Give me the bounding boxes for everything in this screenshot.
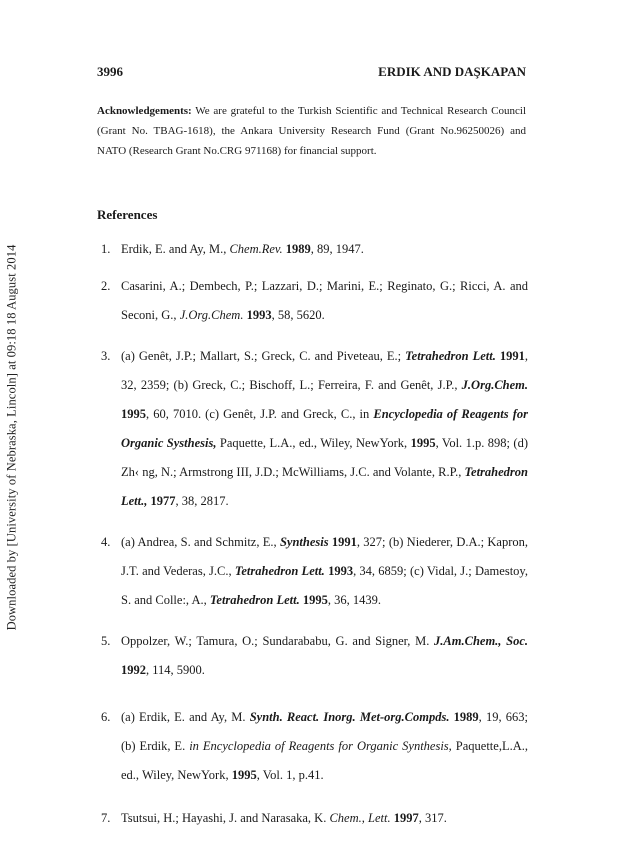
reference-segment: , 32, 2359; (b) Greck, C.; Bischoff, L.; Ferreira, F. and Genêt, J.P., [121,349,529,392]
reference-number: 2. [101,279,111,293]
reference-item [97,804,528,833]
reference-item [97,703,528,790]
reference-segment: J.Org.Chem. [179,308,244,322]
reference-segment: Chem.Rev. [229,242,283,256]
reference-segment: 1995 [121,407,146,421]
page-number: 3996 [97,64,123,79]
reference-segment: 1991 [331,535,357,549]
references-heading: References [97,207,158,222]
running-authors: ERDIK AND DAŞKAPAN [378,64,526,79]
reference-segment: (a) Erdik, E. and Ay, M. [121,710,250,724]
reference-segment: Tetrahedron Lett. [209,593,300,607]
reference-item [97,235,528,264]
reference-segment: , 58, 5620. [271,308,325,322]
reference-segment: , 60, 7010. (c) Genêt, J.P. and Greck, C., in [146,407,374,421]
reference-segment: (a) Andrea, S. and Schmitz, E., [121,535,280,549]
reference-segment: , 36, 1439. [327,593,381,607]
reference-number: 6. [101,710,111,724]
reference-segment: 1995 [410,436,436,450]
reference-segment: , 317. [418,811,447,825]
reference-item [97,627,528,685]
reference-text [121,710,528,782]
reference-segment: (a) Genêt, J.P.; Mallart, S.; Greck, C. and Piveteau, E.; [121,349,406,363]
reference-number: 7. [101,811,111,825]
reference-segment: J.Am.Chem., Soc. [434,634,528,648]
reference-segment: Casarini, A.; Dembech, P.; Lazzari, D.; Marini, E.; Reginato, G.; Ricci, A. and Seconi, G., [121,279,528,322]
reference-segment: Erdik, E. and Ay, M., [121,242,230,256]
reference-segment: Paquette, L.A., ed., Wiley, NewYork, [216,436,411,450]
reference-number: 5. [101,634,111,648]
reference-segment: Tetrahedron Lett. [405,349,496,363]
acknowledgements-text: We are grateful to the Turkish Scientific and Technical Research Council (Grant No. TBAG-1618), the Ankara University Research Fund (Grant No.96250026) and NATO (Research Grant No.CRG 971168) for financial support. [97,105,526,157]
acknowledgements [97,101,526,161]
reference-segment: Paquette,L.A., ed., Wiley, NewYork, [121,739,528,782]
reference-segment: Oppolzer, W.; Tamura, O.; Sundarababu, G. and Signer, M. [121,634,435,648]
reference-segment: , Vol. 1, p.41. [256,768,324,782]
reference-segment: Synthesis [279,535,329,549]
reference-segment: , 34, 6859; (c) Vidal, J.; Damestoy, S. and Colle:, A., [121,564,528,607]
reference-text [121,811,447,825]
reference-number: 3. [101,349,111,363]
reference-segment: Synth. React. Inorg. Met-org.Compds. [249,710,450,724]
reference-segment: Tetrahedron Lett., [121,465,528,508]
reference-segment: 1991 [499,349,525,363]
reference-segment: 1995 [302,593,328,607]
reference-item [97,342,528,516]
reference-text [121,634,528,677]
reference-segment: 1997 [393,811,419,825]
reference-segment: , 89, 1947. [310,242,364,256]
reference-text [121,242,364,256]
reference-segment: Tsutsui, H.; Hayashi, J. and Narasaka, K. [121,811,330,825]
reference-segment: 1993 [328,564,354,578]
reference-text [121,279,528,322]
reference-segment: 1995 [231,768,257,782]
reference-segment: 1993 [246,308,272,322]
running-header [97,64,526,80]
acknowledgements-label: Acknowledgements: [97,105,192,117]
reference-number: 4. [101,535,111,549]
reference-segment: , Vol. 1.p. 898; (d) Zh‹ ng, N.; Armstrong III, J.D.; McWilliams, J.C. and Volante, R.P., [121,436,528,479]
download-watermark [2,232,22,642]
download-note-text: Downloaded by [University of Nebraska, Lincoln] at 09:18 18 August 2014 [4,244,19,630]
reference-segment: 1977 [150,494,176,508]
reference-text [121,349,528,508]
reference-segment: , 327; (b) Niederer, D.A.; Kapron, J.T. and Vederas, J.C., [121,535,528,578]
references-list [97,235,528,845]
reference-segment: in Encyclopedia of Reagents for Organic Synthesis, [189,739,452,753]
reference-item [97,528,528,615]
reference-segment: , 19, 663; (b) Erdik, E. [121,710,528,753]
reference-text [121,535,528,607]
reference-segment: 1992 [121,663,146,677]
reference-item [97,272,528,330]
reference-segment: J.Org.Chem. [461,378,528,392]
reference-number: 1. [101,242,111,256]
reference-segment: Chem., Lett. [329,811,391,825]
reference-segment: , 114, 5900. [146,663,205,677]
reference-segment: 1989 [453,710,479,724]
reference-segment: , 38, 2817. [175,494,229,508]
reference-segment: 1989 [285,242,311,256]
reference-segment: Encyclopedia of Reagents for Organic Systhesis, [121,407,529,450]
reference-segment: Tetrahedron Lett. [234,564,325,578]
